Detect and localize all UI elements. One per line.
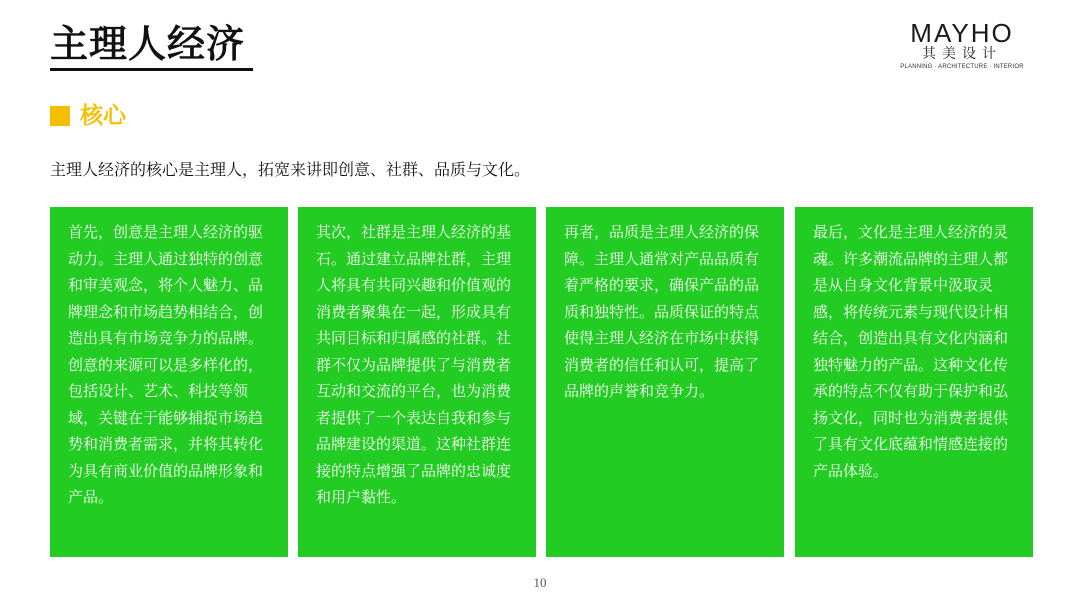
section-heading [50, 100, 126, 132]
page-number: 10 [533, 575, 547, 590]
card-grid [50, 207, 1031, 557]
section-label: 核心 [80, 103, 126, 129]
logo-chinese-name: 其美设计 [922, 46, 1002, 62]
card-quality [546, 207, 784, 557]
square-bullet-icon [50, 106, 70, 126]
card-culture [795, 207, 1033, 557]
logo-tagline: PLANNING · ARCHITECTURE · INTERIOR [900, 64, 1024, 70]
intro-text: 主理人经济的核心是主理人，拓宽来讲即创意、社群、品质与文化。 [50, 160, 531, 179]
card-text: 首先，创意是主理人经济的驱动力。主理人通过独特的创意和审美观念，将个人魅力、品牌理念和市场趋势相结合，创造出具有市场竞争力的品牌。创意的来源可以是多样化的，包括设计、艺术、科技等领域，关键在于能够捕捉市场趋势和消费者需求，并将其转化为具有商业价值的品牌形象和产品。 [68, 223, 264, 506]
card-text: 其次，社群是主理人经济的基石。通过建立品牌社群，主理人将具有共同兴趣和价值观的消费者聚集在一起，形成具有共同目标和归属感的社群。社群不仅为品牌提供了与消费者互动和交流的平台，也为消费者提供了一个表达自我和参与品牌建设的渠道。这种社群连接的特点增强了品牌的忠诚度和用户黏性。 [316, 223, 512, 506]
page-title: 主理人经济 [50, 22, 246, 66]
card-text: 最后，文化是主理人经济的灵魂。许多潮流品牌的主理人都是从自身文化背景中汲取灵感，将传统元素与现代设计相结合，创造出具有文化内涵和独特魅力的产品。这种文化传承的特点不仅有助于保护和弘扬文化，同时也为消费者提供了具有文化底蕴和情感连接的产品体验。 [813, 223, 1009, 480]
card-community [298, 207, 536, 557]
title-underline [50, 68, 253, 71]
card-creativity [50, 207, 288, 557]
logo-wordmark: MAYHO [910, 18, 1014, 48]
card-text: 再者，品质是主理人经济的保障。主理人通常对产品品质有着严格的要求，确保产品的品质和独特性。品质保证的特点使得主理人经济在市场中获得消费者的信任和认可，提高了品牌的声誉和竞争力。 [564, 223, 760, 400]
brand-logo [890, 20, 1034, 72]
